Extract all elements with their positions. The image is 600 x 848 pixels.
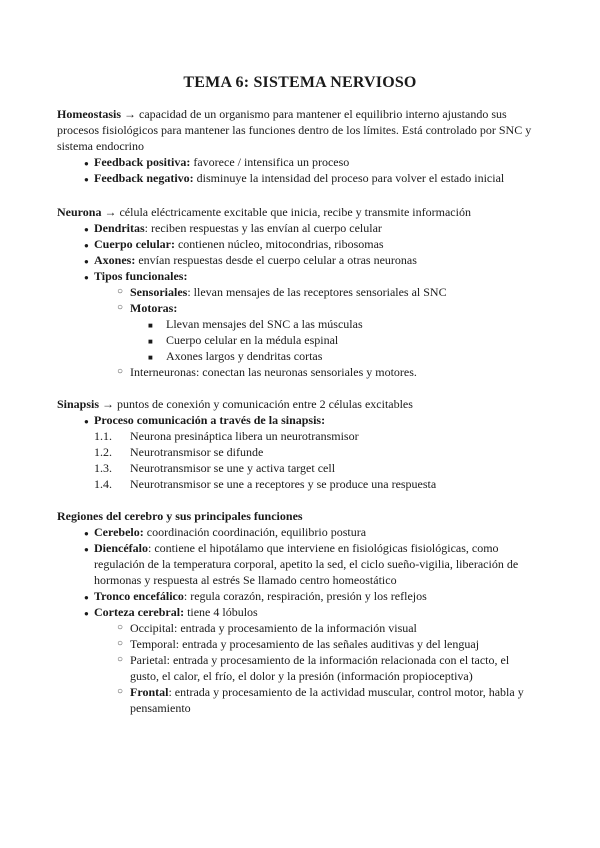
bullet-circle-icon: ○ — [117, 686, 124, 697]
step-text: Neurona presináptica libera un neurotransmisor — [130, 429, 359, 443]
bullet-square-icon: ■ — [148, 353, 153, 362]
item-text: : entrada y procesamiento de la actividad muscular, control motor, habla y — [168, 685, 524, 699]
list-item-parietal-line-1: Parietal: entrada y procesamiento de la información relacionada con el tacto, el — [130, 653, 510, 667]
list-item-diencefalo-line-1 — [94, 540, 543, 556]
arrow-icon: → — [104, 205, 117, 219]
list-item-diencefalo-line-3: hormonas y respuesta al estrés Se llamado centro homeostático — [94, 573, 397, 587]
item-text: : llevan mensajes de las receptores sensoriales al SNC — [187, 285, 447, 299]
definition-text: puntos de conexión y comunicación entre 2 células excitables — [114, 397, 413, 411]
list-item-motoras — [130, 300, 177, 316]
list-item-sensoriales — [130, 284, 447, 300]
item-text: : regula corazón, respiración, presión y los reflejos — [183, 589, 427, 603]
list-item-diencefalo-line-2: regulación de la temperatura corporal, apetito la sed, el ciclo sueño-vigilia, liberación de — [94, 557, 519, 571]
item-term: Axones: — [94, 253, 136, 267]
homeostasis-definition-line-2: procesos fisiológicos para mantener las funciones dentro de los límites. Está controlado por SNC y — [57, 123, 532, 137]
step-number: 1.4. — [94, 477, 112, 491]
section-heading: Regiones del cerebro y sus principales funciones — [57, 509, 303, 523]
arrow-icon: → — [102, 397, 115, 411]
item-text: favorece / intensifica un proceso — [190, 155, 350, 169]
bullet-circle-icon: ○ — [117, 654, 124, 665]
bullet-disc-icon: ● — [84, 609, 89, 618]
neurona-term: Neurona — [57, 205, 102, 219]
bullet-disc-icon: ● — [84, 159, 89, 168]
item-text: contienen núcleo, mitocondrias, ribosomas — [174, 237, 384, 251]
item-term: Feedback negativo: — [94, 171, 194, 185]
item-term: Frontal — [130, 685, 169, 699]
bullet-disc-icon: ● — [84, 273, 89, 282]
bullet-disc-icon: ● — [84, 529, 89, 538]
step-text: Neurotransmisor se une a receptores y se produce una respuesta — [130, 477, 437, 491]
sinapsis-term: Sinapsis — [57, 397, 100, 411]
bullet-disc-icon: ● — [84, 175, 89, 184]
arrow-icon: → — [124, 107, 136, 121]
item-term: Corteza cerebral: — [94, 605, 185, 619]
item-term: Tronco encefálico — [94, 589, 184, 603]
homeostasis-term: Homeostasis — [57, 107, 121, 121]
step-number: 1.3. — [94, 461, 112, 475]
item-text: disminuye la intensidad del proceso para volver el estado inicial — [193, 171, 505, 185]
item-term: Dendritas — [94, 221, 145, 235]
list-item-dendritas — [94, 220, 382, 236]
list-item-parietal-line-2: gusto, el calor, el frío, el dolor y la presión (información propioceptiva) — [130, 669, 473, 683]
regiones-heading — [57, 508, 303, 524]
list-item-frontal-line-1 — [130, 684, 543, 700]
bullet-square-icon: ■ — [148, 321, 153, 330]
list-item-tronco — [94, 588, 427, 604]
bullet-disc-icon: ● — [84, 593, 89, 602]
list-item-feedback-negativo — [94, 170, 504, 186]
item-term: Cuerpo celular: — [94, 237, 175, 251]
list-item-tipos-funcionales — [94, 268, 187, 284]
item-text: tiene 4 lóbulos — [184, 605, 258, 619]
bullet-circle-icon: ○ — [117, 638, 124, 649]
page-title: TEMA 6: SISTEMA NERVIOSO — [183, 74, 417, 91]
list-item-cerebelo — [94, 524, 366, 540]
bullet-disc-icon: ● — [84, 257, 89, 266]
item-term: Tipos funcionales: — [94, 269, 188, 283]
list-item-temporal: Temporal: entrada y procesamiento de las señales auditivas y del lenguaj — [130, 637, 480, 651]
definition-text: capacidad de un organismo para mantener el equilibrio interno ajustando sus — [139, 107, 507, 121]
step-text: Neurotransmisor se difunde — [130, 445, 264, 459]
bullet-circle-icon: ○ — [117, 622, 124, 633]
sinapsis-definition — [57, 396, 413, 412]
bullet-disc-icon: ● — [84, 225, 89, 234]
list-item-feedback-positiva — [94, 154, 349, 170]
bullet-disc-icon: ● — [84, 545, 89, 554]
bullet-square-icon: ■ — [148, 337, 153, 346]
item-term: Proceso comunicación a través de la sinapsis: — [94, 413, 326, 427]
list-item-occipital: Occipital: entrada y procesamiento de la información visual — [130, 621, 417, 635]
item-text: envían respuestas desde el cuerpo celular a otras neuronas — [135, 253, 417, 267]
neurona-definition — [57, 204, 471, 220]
item-text: : contiene el hipotálamo que interviene en fisiológicas fisiológicas, como — [147, 541, 499, 555]
list-item-proceso — [94, 412, 325, 428]
item-term: Motoras: — [130, 301, 178, 315]
item-term: Sensoriales — [130, 285, 188, 299]
list-item-corteza — [94, 604, 258, 620]
homeostasis-definition-line-3: sistema endocrino — [57, 139, 144, 153]
list-item-motoras-1: Llevan mensajes del SNC a las músculas — [166, 317, 363, 331]
list-item-motoras-2: Cuerpo celular en la médula espinal — [166, 333, 339, 347]
item-term: Cerebelo: — [94, 525, 144, 539]
definition-text: célula eléctricamente excitable que inicia, recibe y transmite información — [116, 205, 471, 219]
bullet-circle-icon: ○ — [117, 302, 124, 313]
list-item-motoras-3: Axones largos y dendritas cortas — [166, 349, 323, 363]
bullet-circle-icon: ○ — [117, 366, 124, 377]
step-number: 1.1. — [94, 429, 112, 443]
bullet-circle-icon: ○ — [117, 286, 124, 297]
list-item-interneuronas: Interneuronas: conectan las neuronas sensoriales y motores. — [130, 365, 417, 379]
item-text: : reciben respuestas y las envían al cuerpo celular — [144, 221, 382, 235]
bullet-disc-icon: ● — [84, 417, 89, 426]
list-item-frontal-line-2: pensamiento — [130, 701, 191, 715]
step-number: 1.2. — [94, 445, 112, 459]
list-item-cuerpo-celular — [94, 236, 384, 252]
bullet-disc-icon: ● — [84, 241, 89, 250]
homeostasis-definition-line-1 — [57, 106, 543, 122]
item-text: coordinación coordinación, equilibrio postura — [143, 525, 367, 539]
item-term: Diencéfalo — [94, 541, 148, 555]
list-item-axones — [94, 252, 417, 268]
item-term: Feedback positiva: — [94, 155, 191, 169]
step-text: Neurotransmisor se une y activa target cell — [130, 461, 336, 475]
